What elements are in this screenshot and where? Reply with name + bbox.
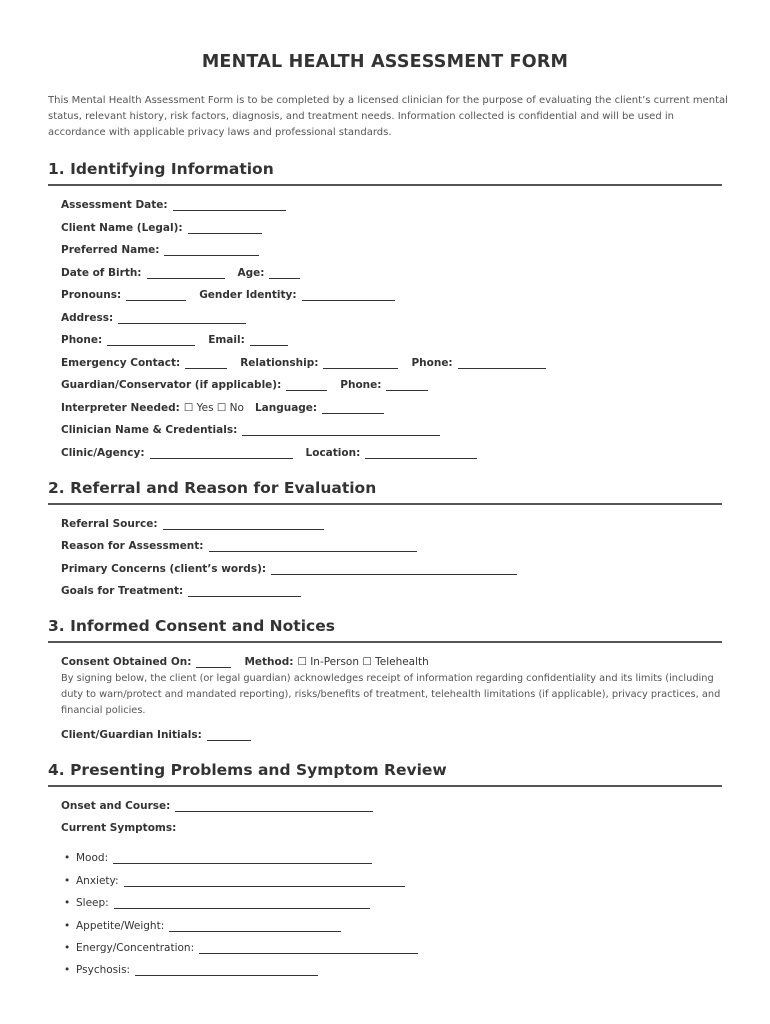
consent-obtained-field[interactable] [196,655,231,668]
preferred-name-row [61,238,259,256]
concerns-row [61,557,517,575]
symptom-label-appetite: Appetite/Weight: [76,920,165,932]
initials-row [61,723,251,741]
guardian-row [61,373,428,391]
guardian-field[interactable] [286,378,327,391]
dob-row [61,261,300,279]
symptom-field-sleep[interactable] [114,896,370,909]
client-name-field[interactable] [188,221,262,234]
client-name-row [61,216,262,234]
concerns-label: Primary Concerns (client’s words): [61,563,267,575]
symptom-field-anxiety[interactable] [124,874,405,887]
symptom-field-appetite[interactable] [169,919,341,932]
initials-field[interactable] [207,728,251,741]
section-consent-title: 3. Informed Consent and Notices [48,617,722,643]
emergency-phone-field[interactable] [458,356,546,369]
clinic-row [61,441,477,459]
assessment-date-row [61,193,286,211]
form-title: MENTAL HEALTH ASSESSMENT FORM [201,52,569,72]
emergency-contact-label: Emergency Contact: [61,357,181,369]
address-field[interactable] [118,311,246,324]
assessment-date-field[interactable] [173,198,286,211]
goals-row [61,579,301,597]
clinician-field[interactable] [242,423,440,436]
current-symptoms-row [61,816,176,834]
client-name-label: Client Name (Legal): [61,222,183,234]
dob-field[interactable] [147,266,225,279]
reason-field[interactable] [209,539,417,552]
assessment-date-label: Assessment Date: [61,199,168,211]
preferred-name-field[interactable] [164,243,259,256]
pronouns-row [61,283,395,301]
consent-row [61,650,429,668]
symptom-field-psychosis[interactable] [135,963,318,976]
gender-identity-label: Gender Identity: [199,289,297,301]
location-field[interactable] [365,446,477,459]
relationship-field[interactable] [323,356,398,369]
symptom-label-energy: Energy/Concentration: [76,942,195,954]
address-row [61,306,246,324]
phone-field[interactable] [107,333,195,346]
symptom-item-mood: • Mood: [64,846,372,864]
age-label: Age: [237,267,265,279]
dob-label: Date of Birth: [61,267,142,279]
current-symptoms-label: Current Symptoms: [61,822,177,834]
section-referral-title: 2. Referral and Reason for Evaluation [48,479,722,505]
email-label: Email: [208,334,245,346]
goals-field[interactable] [188,584,301,597]
onset-label: Onset and Course: [61,800,171,812]
section-identifying-title: 1. Identifying Information [48,160,722,186]
referral-source-row [61,512,324,530]
emergency-contact-row [61,351,546,369]
reason-row [61,534,417,552]
symptom-item-psychosis: • Psychosis: [64,958,318,976]
symptom-item-appetite: • Appetite/Weight: [64,914,341,932]
location-label: Location: [305,447,361,459]
goals-label: Goals for Treatment: [61,585,184,597]
symptom-field-mood[interactable] [113,851,372,864]
symptom-label-mood: Mood: [76,852,109,864]
symptom-item-sleep: • Sleep: [64,891,370,909]
symptom-item-energy: • Energy/Concentration: [64,936,418,954]
symptom-label-sleep: Sleep: [76,897,109,909]
symptom-label-anxiety: Anxiety: [76,875,119,887]
guardian-phone-label: Phone: [340,379,382,391]
emergency-contact-field[interactable] [185,356,227,369]
referral-source-field[interactable] [163,517,324,530]
clinician-row [61,418,440,436]
symptom-field-energy[interactable] [199,941,418,954]
phone-email-row [61,328,288,346]
age-field[interactable] [269,266,300,279]
consent-paragraph: By signing below, the client (or legal guardian) acknowledges receipt of information regarding confidentiality and its limits (including duty to warn/protect and mandated reporting), risks/benefits of treatment, telehealth limitations (if applicable), privacy practices, and financial policies. [61,673,721,716]
guardian-label: Guardian/Conservator (if applicable): [61,379,282,391]
language-field[interactable] [322,401,384,414]
method-label: Method: [244,656,294,668]
intro-text: This Mental Health Assessment Form is to be completed by a licensed clinician for the purpose of evaluating the client’s current mental status, relevant history, risk factors, diagnosis, and treatment needs. Information collected is confidential and will be used in accordance with applicable privacy laws and professional standards. [48,95,728,138]
reason-label: Reason for Assessment: [61,540,204,552]
symptom-label-psychosis: Psychosis: [76,964,131,976]
email-field[interactable] [250,333,288,346]
initials-label: Client/Guardian Initials: [61,729,202,741]
interpreter-checkboxes[interactable]: ☐ Yes ☐ No [183,402,244,414]
onset-row [61,794,373,812]
onset-field[interactable] [175,799,373,812]
pronouns-label: Pronouns: [61,289,122,301]
gender-identity-field[interactable] [302,288,395,301]
clinician-label: Clinician Name & Credentials: [61,424,238,436]
guardian-phone-field[interactable] [386,378,428,391]
symptom-item-anxiety: • Anxiety: [64,869,405,887]
address-label: Address: [61,312,114,324]
relationship-label: Relationship: [240,357,319,369]
interpreter-row [61,396,384,414]
language-label: Language: [254,402,318,414]
clinic-field[interactable] [150,446,293,459]
pronouns-field[interactable] [126,288,186,301]
consent-obtained-label: Consent Obtained On: [61,656,192,668]
interpreter-label: Interpreter Needed: [61,402,180,414]
emergency-phone-label: Phone: [411,357,453,369]
clinic-label: Clinic/Agency: [61,447,145,459]
section-presenting-title: 4. Presenting Problems and Symptom Review [48,761,722,787]
referral-source-label: Referral Source: [61,518,158,530]
preferred-name-label: Preferred Name: [61,244,160,256]
method-checkboxes[interactable]: ☐ In-Person ☐ Telehealth [297,656,429,668]
phone-label: Phone: [61,334,103,346]
concerns-field[interactable] [271,562,517,575]
